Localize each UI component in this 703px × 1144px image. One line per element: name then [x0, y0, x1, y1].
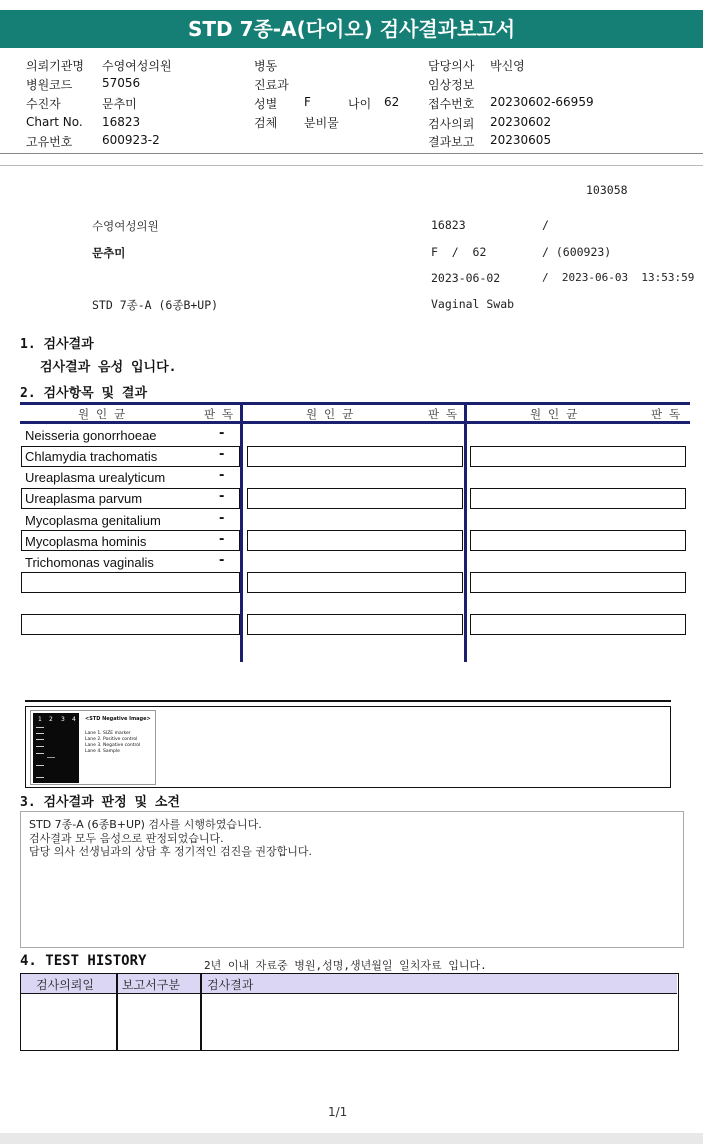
marker-band [36, 733, 44, 734]
hdr-label-specimen: 검체 [254, 116, 278, 130]
organism-verdict: - [219, 468, 225, 483]
header-divider [0, 153, 703, 154]
section-2-title: 2. 검사항목 및 결과 [20, 386, 148, 401]
hdr-value-specimen: 분비물 [304, 116, 339, 130]
hdr-label-receipt: 접수번호 [428, 97, 475, 111]
organism-name: Ureaplasma urealyticum [25, 470, 166, 485]
hdr-label-patient: 수진자 [26, 97, 61, 111]
result-row-box [470, 530, 686, 551]
section-4-title: 4. TEST HISTORY [20, 953, 147, 969]
history-col-result: 검사결과 [207, 978, 254, 992]
col-head-verdict-3: 판 독 [651, 407, 681, 421]
result-row-box [21, 572, 240, 593]
hdr-value-request: 20230602 [490, 115, 552, 129]
hdr-value-sex: F [304, 95, 311, 109]
comment-line: STD 7종-A (6종B+UP) 검사를 시행하였습니다. [29, 818, 262, 831]
header-divider-2 [0, 165, 703, 166]
sub-slash: / [542, 218, 549, 232]
sub-specimen: Vaginal Swab [431, 297, 515, 311]
hdr-value-patient: 문추미 [102, 97, 137, 111]
section-1-text: 검사결과 음성 입니다. [40, 360, 177, 375]
comment-box [20, 811, 684, 948]
table-col-divider-2 [464, 402, 467, 662]
sub-date1: 2023-06-02 [431, 271, 501, 285]
hdr-value-clinic: 수영여성의원 [102, 59, 172, 73]
result-row-box [470, 572, 686, 593]
organism-verdict: - [219, 447, 225, 462]
sub-test-name: STD 7종-A (6종B+UP) [92, 298, 219, 312]
hdr-label-request: 검사의뢰 [428, 117, 475, 131]
hdr-label-doctor: 담당의사 [428, 59, 475, 73]
marker-band [36, 777, 44, 778]
hdr-label-clinic: 의뢰기관명 [26, 59, 84, 73]
organism-name: Trichomonas vaginalis [25, 555, 154, 570]
organism-name: Neisseria gonorrhoeae [25, 428, 157, 443]
hdr-label-hospcode: 병원코드 [26, 78, 73, 92]
marker-band [36, 727, 44, 728]
marker-band [36, 746, 44, 747]
hdr-label-dept: 진료과 [254, 78, 289, 92]
history-col-divider [116, 974, 118, 1050]
lane-number: 3 [61, 716, 65, 723]
history-note: 2년 이내 자료중 병원,성명,생년월일 일치자료 입니다. [204, 959, 487, 972]
history-col-date: 검사의뢰일 [36, 978, 94, 992]
organism-verdict: - [219, 426, 225, 441]
hdr-value-age: 62 [384, 95, 400, 109]
section-3-title: 3. 검사결과 판정 및 소견 [20, 795, 180, 810]
result-row-box [247, 530, 463, 551]
hdr-label-ward: 병동 [254, 59, 278, 73]
gel-image [30, 710, 156, 785]
organism-verdict: - [219, 532, 225, 547]
result-row-box [470, 446, 686, 467]
hdr-value-doctor: 박신영 [490, 59, 525, 73]
gel-photo [33, 713, 79, 783]
history-col-type: 보고서구분 [122, 978, 180, 992]
comment-line: 담당 의사 선생님과의 상담 후 정기적인 검진을 권장합니다. [29, 845, 312, 858]
table-col-divider-1 [240, 402, 243, 662]
gel-legend: Lane 2. Positive control [85, 737, 138, 742]
gel-legend: Lane 4. Sample [85, 749, 120, 754]
history-header-row [21, 974, 677, 994]
organism-name: Mycoplasma genitalium [25, 513, 161, 528]
organism-verdict: - [219, 489, 225, 504]
col-head-organism-2: 원 인 균 [306, 407, 354, 421]
hdr-label-chart: Chart No. [26, 115, 83, 129]
hdr-value-uid: 600923-2 [102, 133, 160, 147]
hdr-label-uid: 고유번호 [26, 135, 73, 149]
marker-band [36, 739, 44, 740]
result-row-box [470, 488, 686, 509]
section-1-title: 1. 검사결과 [20, 337, 94, 352]
gel-title: <STD Negative Image> [85, 716, 151, 722]
lane-number: 2 [49, 716, 53, 723]
sub-sex-age: F / 62 [431, 245, 487, 259]
sample-band [47, 757, 55, 758]
organism-name: Chlamydia trachomatis [25, 449, 158, 464]
col-head-organism-3: 원 인 균 [530, 407, 578, 421]
organism-verdict: - [219, 511, 225, 526]
report-title: STD 7종-A(다이오) 검사결과보고서 [0, 10, 703, 48]
result-row-box [21, 614, 240, 635]
gel-legend: Lane 3. Negative control [85, 743, 141, 748]
organism-name: Mycoplasma hominis [25, 534, 147, 549]
gel-legend: Lane 1. SIZE marker [85, 731, 131, 736]
hdr-value-report: 20230605 [490, 133, 552, 147]
result-row-box [247, 572, 463, 593]
sub-chart: 16823 [431, 218, 466, 232]
sub-code: 103058 [586, 183, 628, 197]
sub-date2: / 2023-06-03 13:53:59 [542, 271, 695, 284]
gel-divider [25, 700, 671, 702]
comment-line: 검사결과 모두 음성으로 판정되었습니다. [29, 831, 224, 845]
hdr-label-report: 결과보고 [428, 135, 475, 149]
sub-birth: / (600923) [542, 245, 612, 259]
col-head-verdict-1: 판 독 [204, 407, 234, 421]
hdr-value-receipt: 20230602-66959 [490, 95, 594, 109]
sub-patient: 문추미 [92, 246, 126, 260]
result-row-box [247, 488, 463, 509]
col-head-verdict-2: 판 독 [428, 407, 458, 421]
col-head-organism-1: 원 인 균 [78, 407, 126, 421]
sub-clinic: 수영여성의원 [92, 219, 159, 233]
result-row-box [247, 446, 463, 467]
result-row-box [247, 614, 463, 635]
hdr-label-sex: 성별 [254, 97, 278, 111]
organism-verdict: - [219, 553, 225, 568]
table-top-rule [20, 402, 690, 405]
footer-bar [0, 1133, 703, 1144]
hdr-label-age: 나이 [348, 97, 372, 111]
history-table [20, 973, 679, 1051]
hdr-value-hospcode: 57056 [102, 76, 141, 90]
marker-band [36, 765, 44, 766]
lane-number: 4 [72, 716, 76, 723]
hdr-value-chart: 16823 [102, 115, 141, 129]
history-col-divider [200, 974, 202, 1050]
organism-name: Ureaplasma parvum [25, 491, 143, 506]
hdr-label-clinical: 임상정보 [428, 78, 475, 92]
marker-band [36, 753, 44, 754]
result-row-box [470, 614, 686, 635]
lane-number: 1 [38, 716, 42, 723]
page-number: 1/1 [328, 1105, 348, 1119]
